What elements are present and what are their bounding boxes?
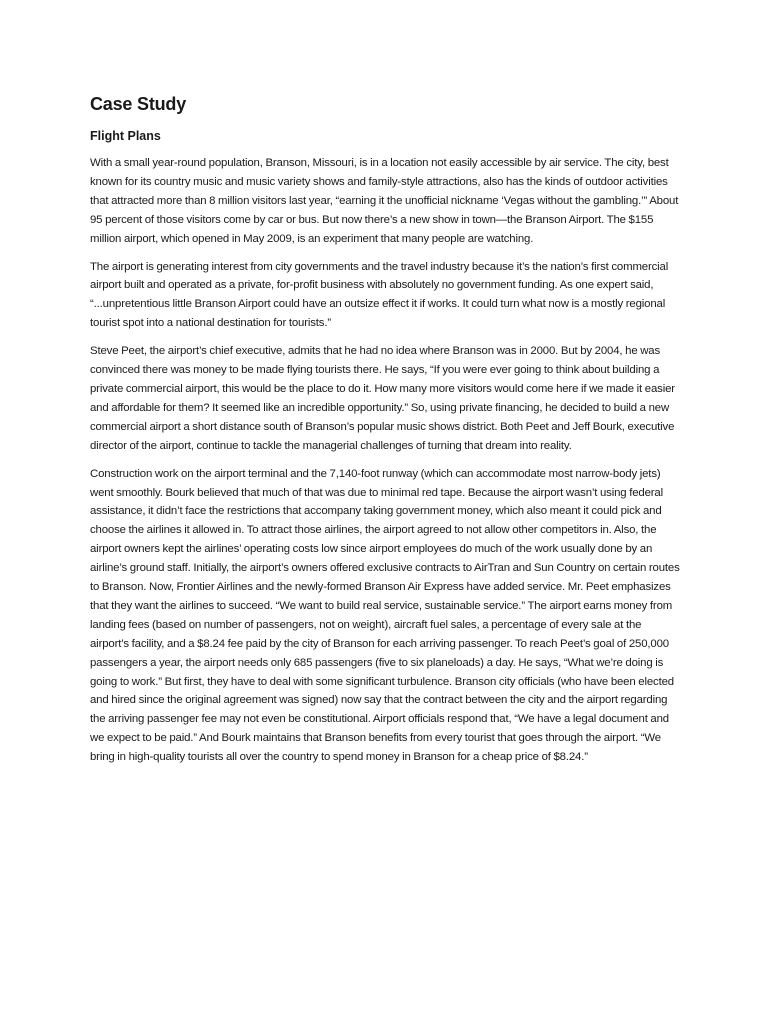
document-title: Case Study — [90, 94, 187, 114]
case-study-subtitle: Flight Plans — [90, 129, 161, 143]
paragraph-steve-peet: Steve Peet, the airport’s chief executive, admits that he had no idea where Branson was in 2000. But by 2004, he was convinced there was money to be made flying tourists there. He says, “If you were ever going to think about building a private commercial airport, this would be the place to do it. How many more visitors would come here if we made it easier and affordable for them? It seemed like an incredible opportunity.” So, using private financing, he decided to build a new commercial airport a short distance south of Branson’s popular music shows district. Both Peet and Jeff Bourk, executive director of the airport, continue to tackle the managerial challenges of turning that dream into reality. — [90, 345, 675, 452]
paragraph-interest: The airport is generating interest from city governments and the travel industry because it’s the nation’s first commercial airport built and operated as a private, for-profit business with absolutely no government funding. As one expert said, “...unpretentious little Branson Airport could have an outsize effect it if works. It could turn what now is a mostly regional tourist spot into a national destination for tourists.” — [90, 260, 669, 330]
paragraph-construction: Construction work on the airport terminal and the 7,140-foot runway (which can accommodate most narrow-body jets) went smoothly. Bourk believed that much of that was due to minimal red tape. Because the airport wasn’t using federal assistance, it didn’t face the restrictions that accompany taking government money, which also meant it could pick and choose the airlines it allowed in. To attract those airlines, the airport agreed to not allow other competitors in. Also, the airport owners kept the airlines’ operating costs low since airport employees do much of the work usually done by an airline’s ground staff. Initially, the airport’s owners offered exclusive contracts to AirTran and Sun Country on certain routes to Branson. Now, Frontier Airlines and the newly-formed Branson Air Express have added service. Mr. Peet emphasizes that they want the airlines to succeed. “We want to build real service, sustainable service.” The airport earns money from landing fees (based on number of passengers, not on weight), aircraft fuel sales, a percentage of every sale at the airport’s facility, and a $8.24 fee paid by the city of Branson for each arriving passenger. To reach Peet’s goal of 250,000 passengers a year, the airport needs only 685 passengers (five to six planeloads) a day. He says, “What we’re doing is going to work.” But first, they have to deal with some significant turbulence. Branson city officials (who have been elected and hired since the original agreement was signed) now say that the contract between the city and the airport regarding the arriving passenger fee may not even be constitutional. Airport officials respond that, “We have a legal document and we expect to be paid.” And Bourk maintains that Branson benefits from every tourist that goes through the airport. “We bring in high-quality tourists all over the country to spend money in Branson for a cheap price of $8.24.” — [90, 467, 680, 764]
paragraph-intro: With a small year-round population, Branson, Missouri, is in a location not easily accessible by air service. The city, best known for its country music and music variety shows and family-style attractions, also has the kinds of outdoor activities that attracted more than 8 million visitors last year, “earning it the unofficial nickname ‘Vegas without the gambling.’” About 95 percent of those visitors come by car or bus. But now there’s a new show in town—the Branson Airport. The $155 million airport, which opened in May 2009, is an experiment that many people are watching. — [90, 157, 679, 245]
document-page — [90, 94, 682, 776]
